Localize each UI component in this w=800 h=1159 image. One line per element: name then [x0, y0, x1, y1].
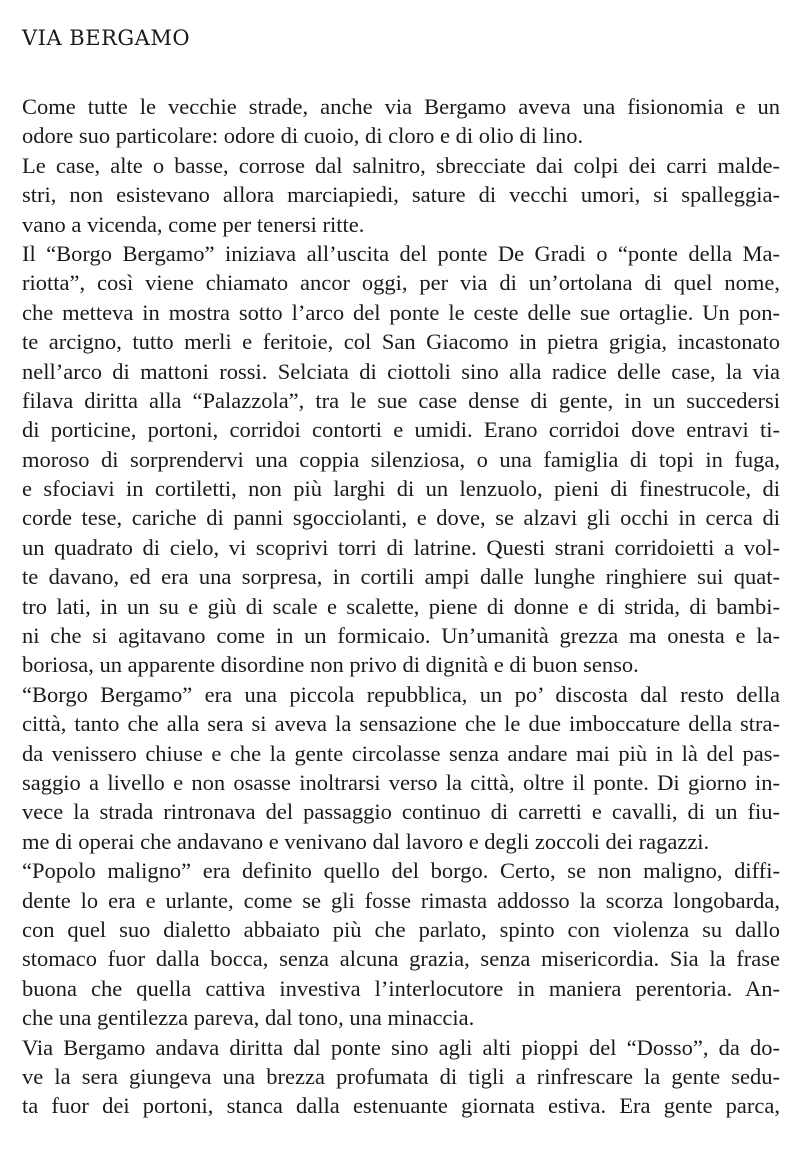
text-line: boriosa, un apparente disordine non privo di dignità e di buon senso.	[22, 652, 639, 678]
text-line: e sfociavi in cortiletti, non più larghi di un lenzuolo, pieni di finestrucole, di	[22, 476, 780, 502]
text-line: “Borgo Bergamo” era una piccola repubblica, un po’ discosta dal resto della	[22, 681, 780, 707]
text-line: da venissero chiuse e che la gente circolasse senza andare mai più in là del pas-	[22, 740, 780, 766]
text-line: te davano, ed era una sorpresa, in cortili ampi dalle lunghe ringhiere sui quat-	[22, 564, 780, 590]
paragraph	[22, 1033, 780, 1121]
text-line: riotta”, così viene chiamato ancor oggi, per via di un’ortolana di quel nome,	[22, 270, 780, 296]
paragraph	[22, 92, 780, 151]
text-line: dente lo era e urlante, come se gli fosse rimasta addosso la scorza longobarda,	[22, 887, 780, 913]
text-line: ni che si agitavano come in un formicaio. Un’umanità grezza ma onesta e la-	[22, 623, 780, 649]
text-line: che una gentilezza pareva, dal tono, una minaccia.	[22, 1005, 475, 1031]
text-line: un quadrato di cielo, vi scoprivi torri di latrine. Questi strani corridoietti a vol-	[22, 534, 780, 560]
text-line: che metteva in mostra sotto l’arco del ponte le ceste delle sue ortaglie. Un pon-	[22, 299, 780, 325]
text-line: te arcigno, tutto merli e feritoie, col San Giacomo in pietra grigia, incastonato	[22, 329, 780, 355]
page	[22, 18, 780, 1121]
text-line: con quel suo dialetto abbaiato più che parlato, spinto con violenza su dallo	[22, 916, 780, 942]
text-line: città, tanto che alla sera si aveva la sensazione che le due imboccature della stra-	[22, 711, 780, 737]
text-line: ta fuor dei portoni, stanca dalla estenuante giornata estiva. Era gente parca,	[22, 1093, 780, 1119]
text-line: nell’arco di mattoni rossi. Selciata di ciottoli sino alla radice delle case, la via	[22, 358, 780, 384]
paragraph	[22, 151, 780, 239]
text-line: buona che quella cattiva investiva l’interlocutore in maniera perentoria. An-	[22, 975, 780, 1001]
text-line: filava diritta alla “Palazzola”, tra le sue case dense di gente, in un succedersi	[22, 387, 780, 413]
text-line: ve la sera giungeva una brezza profumata di tigli a rinfrescare la gente sedu-	[22, 1063, 780, 1089]
text-line: Il “Borgo Bergamo” iniziava all’uscita del ponte De Gradi o “ponte della Ma-	[22, 240, 780, 266]
text-line: Le case, alte o basse, corrose dal salnitro, sbrecciate dai colpi dei carri malde-	[22, 152, 780, 178]
paragraph	[22, 239, 780, 680]
paragraph	[22, 856, 780, 1032]
text-line: stomaco fuor dalla bocca, senza alcuna grazia, senza misericordia. Sia la frase	[22, 946, 780, 972]
text-line: moroso di sorprendervi una coppia silenziosa, o una famiglia di topi in fuga,	[22, 446, 780, 472]
text-line: stri, non esistevano allora marciapiedi, sature di vecchi umori, si spalleggia-	[22, 182, 780, 208]
text-line: me di operai che andavano e venivano dal lavoro e degli zoccoli dei ragazzi.	[22, 828, 710, 854]
paragraph	[22, 680, 780, 856]
text-line: corde tese, cariche di panni sgocciolanti, e dove, se alzavi gli occhi in cerca di	[22, 505, 780, 531]
text-line: saggio a livello e non osasse inoltrarsi verso la città, oltre il ponte. Di giorno in-	[22, 769, 780, 795]
page-title: VIA BERGAMO	[22, 26, 191, 50]
text-line: tro lati, in un su e giù di scale e scalette, piene di donne e di strida, di bambi-	[22, 593, 780, 619]
text-line: vano a vicenda, come per tenersi ritte.	[22, 211, 365, 237]
text-line: odore suo particolare: odore di cuoio, di cloro e di olio di lino.	[22, 123, 584, 149]
text-line: Come tutte le vecchie strade, anche via Bergamo aveva una fisionomia e un	[22, 94, 780, 119]
text-line: “Popolo maligno” era definito quello del borgo. Certo, se non maligno, diffi-	[22, 858, 780, 884]
body-text	[22, 92, 780, 1121]
text-line: vece la strada rintronava del passaggio continuo di carretti e cavalli, di un fiu-	[22, 799, 780, 825]
text-line: Via Bergamo andava diritta dal ponte sino agli alti pioppi del “Dosso”, da do-	[22, 1034, 780, 1060]
text-line: di porticine, portoni, corridoi contorti e umidi. Erano corridoi dove entravi ti-	[22, 417, 780, 443]
